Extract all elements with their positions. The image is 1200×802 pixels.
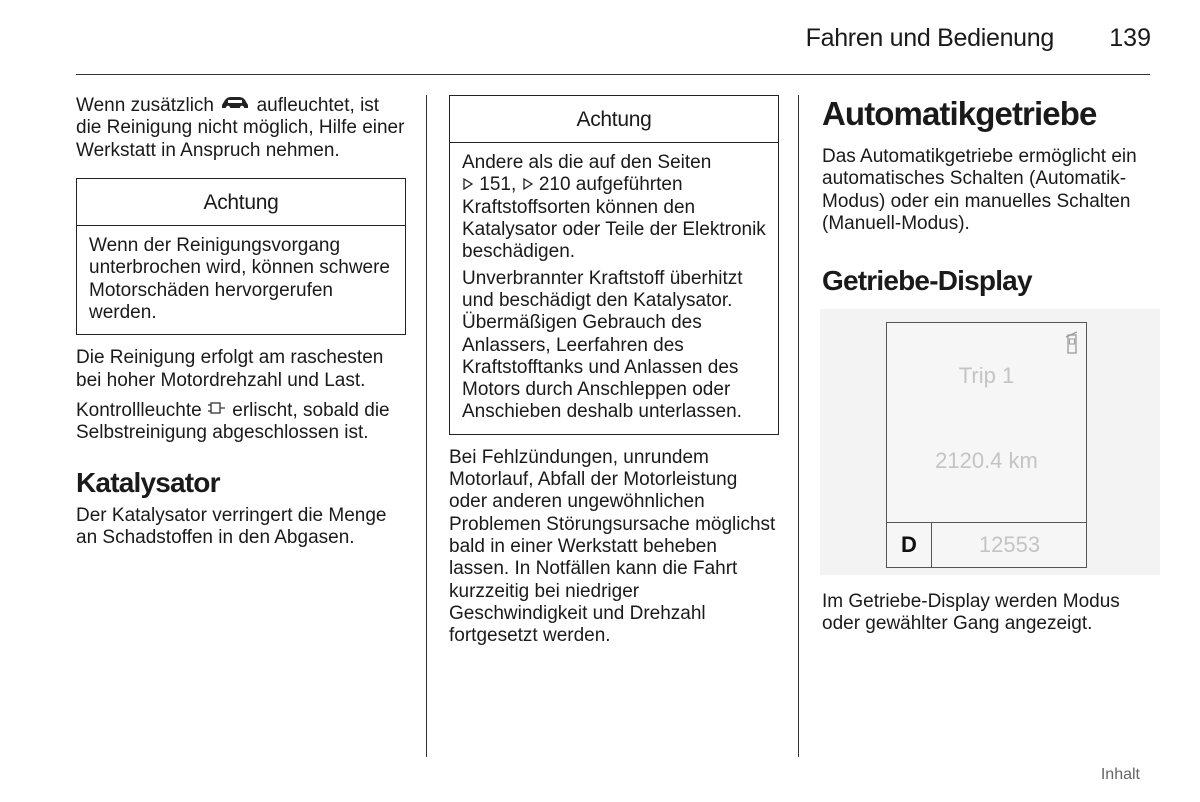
column-divider <box>426 95 427 757</box>
intro-paragraph: Wenn zusätzlich aufleuchtet, ist die Reinigung nicht möglich, Hilfe einer Werkstatt in Anspruch nehmen. <box>76 95 405 161</box>
chapter-heading: Automatikgetriebe <box>822 95 1097 132</box>
running-header: Fahren und Bedienung <box>805 24 1054 52</box>
paragraph: Kontrollleuchte erlischt, sobald die Selbstreinigung abgeschlossen ist. <box>76 400 390 444</box>
warning-title: Achtung <box>77 179 405 226</box>
page-reference-icon <box>462 174 474 196</box>
trip-label: Trip 1 <box>958 363 1015 389</box>
paragraph: Die Reinigung erfolgt am raschesten bei hoher Motordrehzahl und Last. <box>76 347 384 391</box>
section-heading: Getriebe-Display <box>822 265 1032 297</box>
column-right <box>822 95 1152 636</box>
column-middle <box>449 95 779 647</box>
warning-title: Achtung <box>450 96 778 143</box>
paragraph: Der Katalysator verringert die Menge an Schadstoffen in den Abgasen. <box>76 504 387 548</box>
transmission-display-illustration <box>820 309 1160 575</box>
gear-indicator: D <box>887 523 932 567</box>
car-wrench-icon <box>219 95 251 117</box>
warning-text: Andere als die auf den Seiten 151, 210 aufgeführten Kraftstoffsorten können den Katalysator oder Teile der Elektronik beschädigen. <box>462 152 766 263</box>
contents-link[interactable]: Inhalt <box>1100 766 1140 783</box>
paragraph: Bei Fehlzündungen, unrundem Motorlauf, Abfall der Motorleistung oder anderen ungewöhnlichen Problemen Störungsursache möglichst bald in einer Werkstatt beheben lassen. In Notfällen kann die Fahrt kurzzeitig bei niedriger Geschwindigkeit und Drehzahl fortgesetzt werden. <box>449 446 776 647</box>
exhaust-warning-icon <box>207 400 227 422</box>
odometer-value: 12553 <box>978 532 1041 558</box>
column-left <box>76 95 406 549</box>
warning-box <box>76 178 406 335</box>
section-heading: Katalysator <box>76 466 220 498</box>
trip-distance: 2120.4 km <box>935 448 1038 474</box>
paragraph: Im Getriebe-Display werden Modus oder gewählter Gang angezeigt. <box>822 591 1120 635</box>
warning-box <box>449 95 779 435</box>
warning-text: Unverbrannter Kraftstoff überhitzt und beschädigt den Katalysator. Übermäßigen Gebrauch des Anlassers, Leerfahren des Kraftstofftanks und Anlassen des Motors durch Anschleppen oder Anschieben deshalb unterlassen. <box>462 267 743 423</box>
fuel-pump-icon <box>1064 331 1080 362</box>
column-divider <box>798 95 799 757</box>
display-lower-row <box>887 522 1086 567</box>
display-frame <box>886 322 1087 568</box>
paragraph: Das Automatikgetriebe ermöglicht ein automatisches Schalten (Automatik-Modus) oder ein manuelles Schalten (Manuell-Modus). <box>822 146 1137 234</box>
page-number: 139 <box>1109 24 1151 52</box>
warning-text: Wenn der Reinigungsvorgang unterbrochen wird, können schwere Motorschäden hervorgerufen werden. <box>89 235 391 323</box>
page-reference-icon <box>522 174 534 196</box>
header-rule <box>76 74 1150 75</box>
